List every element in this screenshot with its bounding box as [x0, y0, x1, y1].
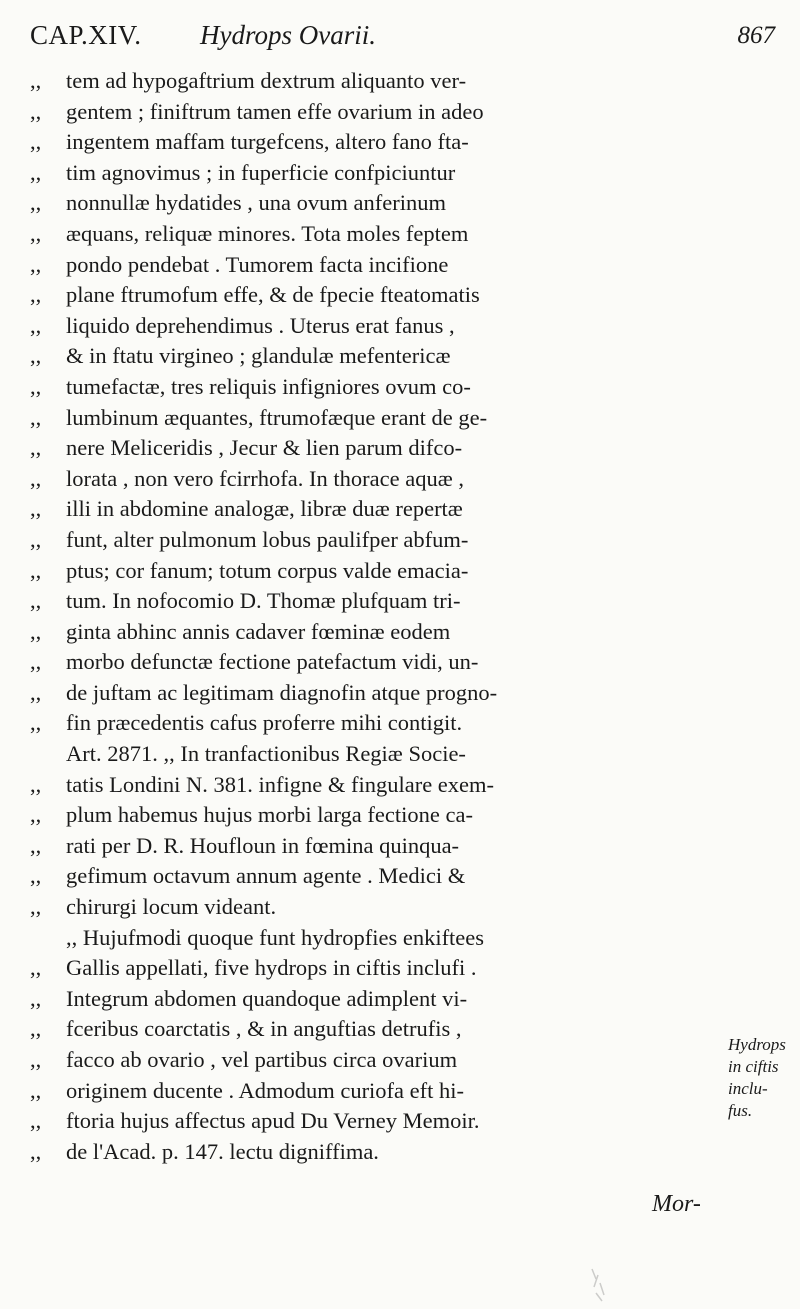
- text-line: [30, 97, 760, 128]
- text-line: [30, 1106, 760, 1137]
- quote-mark: ,,: [30, 894, 42, 920]
- text-line: [30, 311, 760, 342]
- line-text: gentem ; finiftrum tamen effe ovarium in adeo: [66, 98, 484, 124]
- body-text: [30, 66, 760, 1167]
- text-line: [30, 250, 760, 281]
- line-text: æquans, reliquæ minores. Tota moles feptem: [66, 220, 469, 246]
- line-text: ,, Hujufmodi quoque funt hydropfies enkiftees: [66, 924, 485, 950]
- text-line: [30, 984, 760, 1015]
- text-line: [30, 1137, 760, 1168]
- quote-mark: ,,: [30, 1138, 42, 1164]
- line-text: Integrum abdomen quandoque adimplent vi-: [66, 985, 468, 1011]
- line-text: lumbinum æquantes, ftrumofæque erant de ge-: [66, 404, 488, 430]
- margin-note: [728, 1034, 798, 1122]
- quote-mark: ,,: [30, 129, 42, 155]
- quote-mark: ,,: [30, 557, 42, 583]
- quote-mark: ,,: [30, 435, 42, 461]
- quote-mark: ,,: [30, 68, 42, 93]
- quote-mark: ,,: [30, 802, 42, 828]
- line-text: funt, alter pulmonum lobus paulifper abfum-: [66, 526, 469, 552]
- quote-mark: ,,: [30, 98, 42, 124]
- text-line: [30, 892, 760, 923]
- quote-mark: ,,: [30, 985, 42, 1011]
- line-text: pondo pendebat . Tumorem facta incifione: [66, 251, 449, 277]
- line-text: morbo defunctæ fectione patefactum vidi, un-: [66, 649, 479, 675]
- quote-mark: ,,: [30, 251, 42, 277]
- line-text: ptus; cor fanum; totum corpus valde emacia-: [66, 557, 469, 583]
- text-line: [30, 158, 760, 189]
- line-text: lorata , non vero fcirrhofa. In thorace aquæ ,: [66, 465, 464, 491]
- text-line: [30, 708, 760, 739]
- quote-mark: ,,: [30, 832, 42, 858]
- text-line: [30, 800, 760, 831]
- quote-mark: ,,: [30, 465, 42, 491]
- margin-note-line: Hydrops: [728, 1035, 786, 1054]
- text-line: [30, 341, 760, 372]
- text-line: [30, 770, 760, 801]
- text-line: [30, 556, 760, 587]
- line-text: fin præcedentis cafus proferre mihi contigit.: [66, 710, 463, 736]
- quote-mark: ,,: [30, 496, 42, 522]
- quote-mark: ,,: [30, 312, 42, 338]
- chapter-heading: CAP.XIV.: [30, 20, 142, 50]
- text-line: [30, 525, 760, 556]
- text-line: [30, 1014, 760, 1045]
- quote-mark: ,,: [30, 710, 42, 736]
- quote-mark: ,,: [30, 159, 42, 185]
- line-text: gefimum octavum annum agente . Medici &: [66, 863, 466, 889]
- text-line: [30, 1076, 760, 1107]
- text-line: [30, 739, 760, 770]
- line-text: nere Meliceridis , Jecur & lien parum difco-: [66, 435, 463, 461]
- running-header: [30, 20, 775, 60]
- running-title: Hydrops Ovarii.: [200, 20, 376, 50]
- text-line: [30, 188, 760, 219]
- quote-mark: ,,: [30, 1016, 42, 1042]
- line-text: nonnullæ hydatides , una ovum anferinum: [66, 190, 446, 216]
- margin-note-line: inclu-: [728, 1079, 768, 1098]
- line-text: ginta abhinc annis cadaver fœminæ eodem: [66, 618, 451, 644]
- text-line: [30, 127, 760, 158]
- quote-mark: ,,: [30, 404, 42, 430]
- line-text: ftoria hujus affectus apud Du Verney Memoir.: [66, 1108, 480, 1134]
- text-line: [30, 219, 760, 250]
- text-line: [30, 586, 760, 617]
- line-text: tumefactæ, tres reliquis infigniores ovum co-: [66, 373, 471, 399]
- quote-mark: ,,: [30, 343, 42, 369]
- line-text: Gallis appellati, five hydrops in ciftis inclufi .: [66, 955, 477, 981]
- text-line: [30, 923, 760, 954]
- quote-mark: ,,: [30, 282, 42, 308]
- quote-mark: ,,: [30, 1108, 42, 1134]
- text-line: [30, 678, 760, 709]
- line-text: ingentem maffam turgefcens, altero fano fta-: [66, 129, 469, 155]
- line-text: originem ducente . Admodum curiofa eft hi-: [66, 1077, 465, 1103]
- line-text: illi in abdomine analogæ, libræ duæ repertæ: [66, 496, 463, 522]
- quote-mark: ,,: [30, 1077, 42, 1103]
- line-text: tim agnovimus ; in fuperficie confpiciuntur: [66, 159, 456, 185]
- line-text: & in ftatu virgineo ; glandulæ mefentericæ: [66, 343, 451, 369]
- text-line: [30, 831, 760, 862]
- line-text: Art. 2871. ,, In tranfactionibus Regiæ Socie-: [66, 741, 466, 767]
- quote-mark: ,,: [30, 220, 42, 246]
- quote-mark: ,,: [30, 526, 42, 552]
- line-text: plane ftrumofum effe, & de fpecie fteatomatis: [66, 282, 480, 308]
- text-line: [30, 1045, 760, 1076]
- text-line: [30, 433, 760, 464]
- quote-mark: ,,: [30, 771, 42, 797]
- margin-note-line: fus.: [728, 1101, 753, 1120]
- line-text: de juftam ac legitimam diagnofin atque progno-: [66, 679, 498, 705]
- line-text: tem ad hypogaftrium dextrum aliquanto ver-: [66, 68, 467, 93]
- quote-mark: ,,: [30, 373, 42, 399]
- quote-mark: ,,: [30, 649, 42, 675]
- line-text: tatis Londini N. 381. infigne & fingulare exem-: [66, 771, 495, 797]
- margin-note-line: in ciftis: [728, 1057, 779, 1076]
- text-line: [30, 464, 760, 495]
- line-text: facco ab ovario , vel partibus circa ovarium: [66, 1047, 458, 1072]
- text-line: [30, 403, 760, 434]
- line-text: de l'Acad. p. 147. lectu digniffima.: [66, 1138, 379, 1164]
- line-text: fceribus coarctatis , & in anguftias detrufis ,: [66, 1016, 462, 1042]
- ink-smudge: [588, 1265, 610, 1305]
- quote-mark: ,,: [30, 618, 42, 644]
- text-line: [30, 372, 760, 403]
- text-line: [30, 953, 760, 984]
- quote-mark: ,,: [30, 190, 42, 216]
- quote-mark: ,,: [30, 863, 42, 889]
- text-line: [30, 280, 760, 311]
- text-line: [30, 617, 760, 648]
- quote-mark: ,,: [30, 955, 42, 981]
- line-text: plum habemus hujus morbi larga fectione ca-: [66, 802, 473, 828]
- line-text: rati per D. R. Houfloun in fœmina quinqua-: [66, 832, 460, 858]
- page-number: 867: [737, 22, 775, 49]
- quote-mark: ,,: [30, 1047, 42, 1072]
- text-line: [30, 647, 760, 678]
- line-text: liquido deprehendimus . Uterus erat fanus ,: [66, 312, 455, 338]
- quote-mark: ,,: [30, 679, 42, 705]
- catchword: Mor-: [652, 1191, 701, 1217]
- text-line: [30, 861, 760, 892]
- quote-mark: ,,: [30, 588, 42, 614]
- text-line: [30, 66, 760, 97]
- text-line: [30, 494, 760, 525]
- line-text: tum. In nofocomio D. Thomæ plufquam tri-: [66, 588, 461, 614]
- line-text: chirurgi locum videant.: [66, 894, 277, 920]
